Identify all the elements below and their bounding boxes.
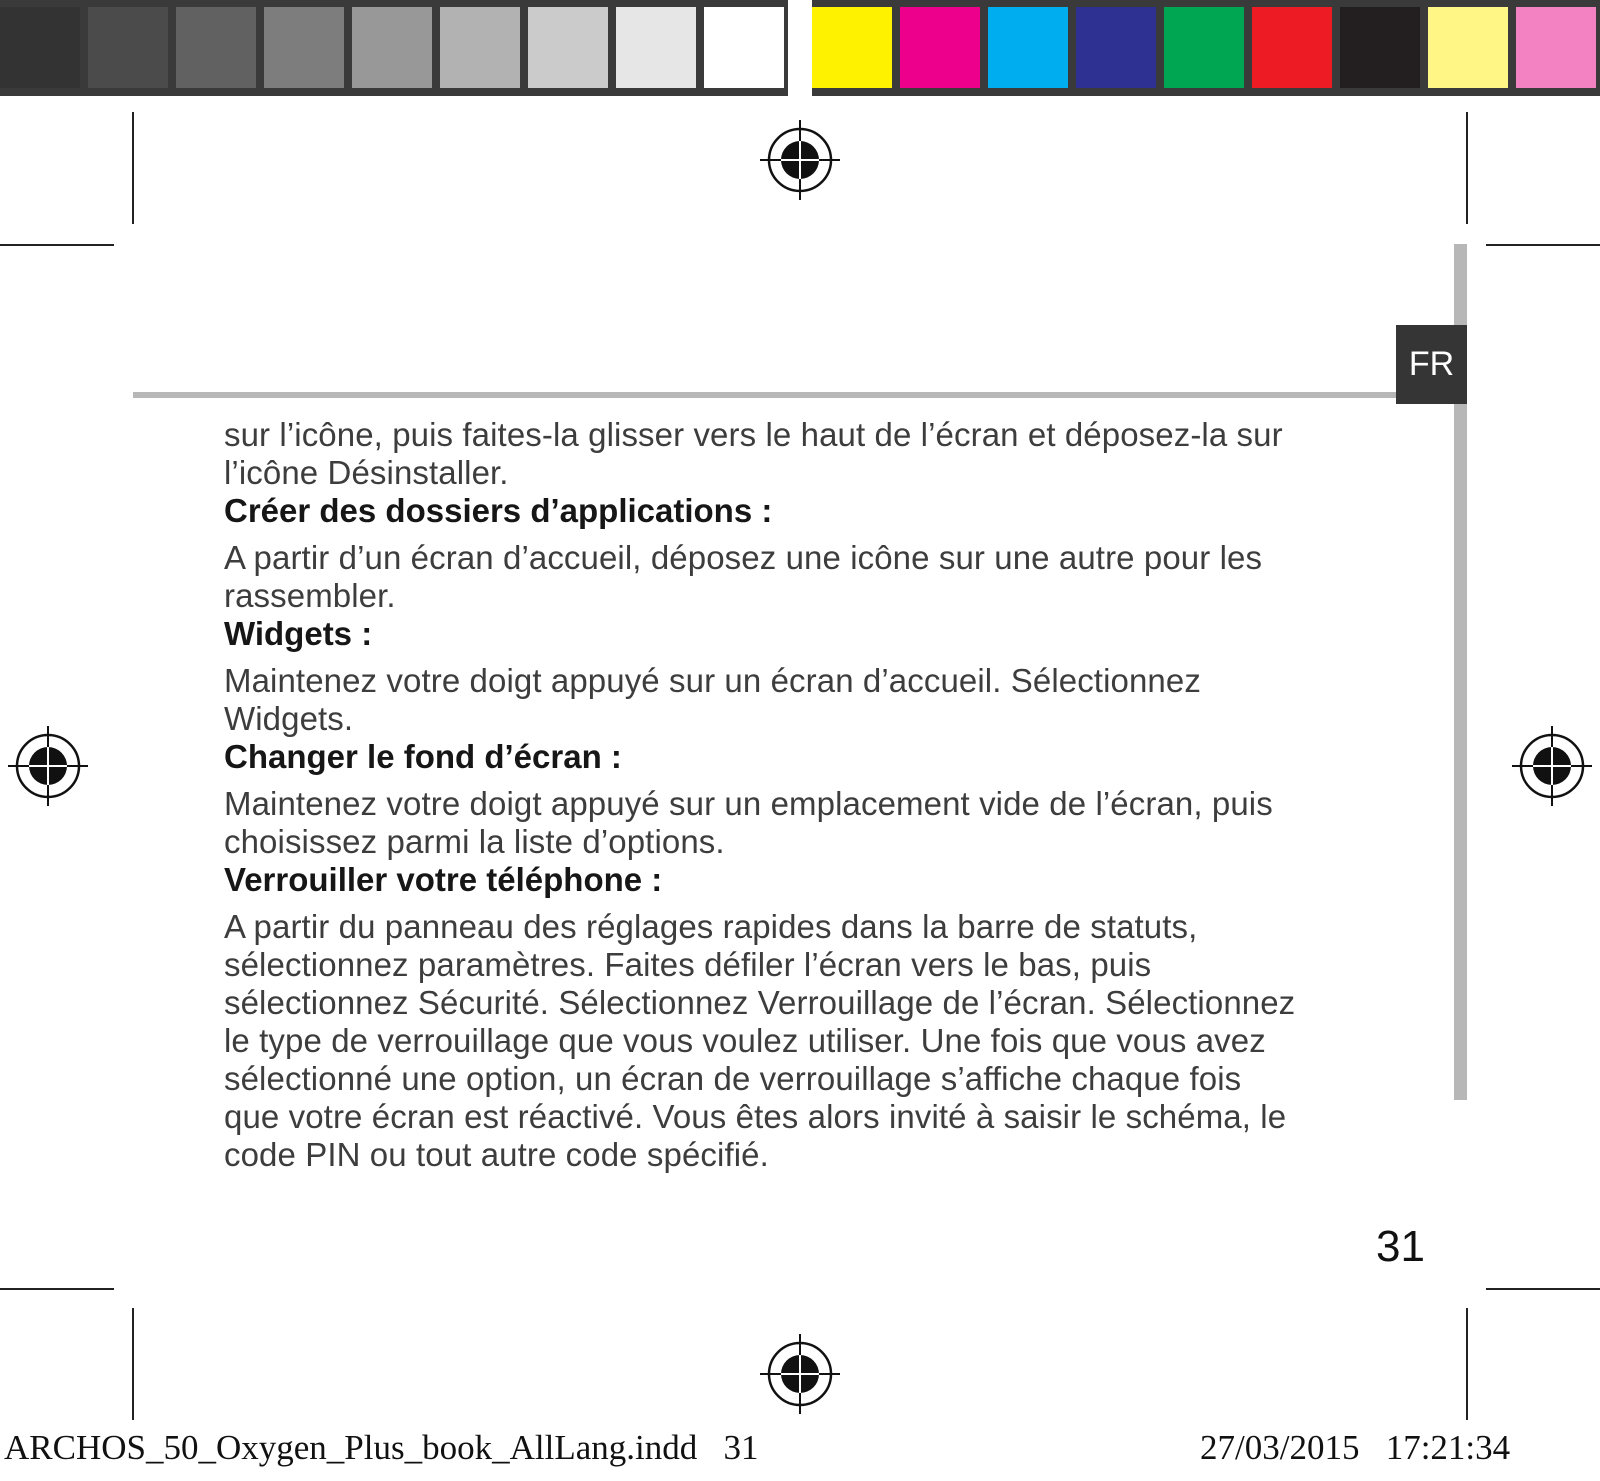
crop-mark-top-right-horizontal: [1486, 244, 1600, 246]
color-swatch: [900, 7, 980, 88]
gray-swatch: [264, 7, 344, 88]
body-line: sélectionné une option, un écran de verrouillage s’affiche chaque fois: [224, 1060, 1242, 1097]
gray-swatch: [704, 7, 784, 88]
body-line: Maintenez votre doigt appuyé sur un écran d’accueil. Sélectionnez: [224, 662, 1201, 699]
header-rule: [133, 392, 1397, 398]
language-tab: FR: [1396, 325, 1467, 404]
body-line: Widgets.: [224, 700, 354, 737]
gray-swatch: [176, 7, 256, 88]
body-line: code PIN ou tout autre code spécifié.: [224, 1136, 769, 1173]
color-swatch: [988, 7, 1068, 88]
section-body-wallpaper: [224, 785, 1404, 861]
body-line: que votre écran est réactivé. Vous êtes alors invité à saisir le schéma, le: [224, 1098, 1287, 1135]
registration-mark-icon: [8, 726, 88, 806]
gray-swatch: [352, 7, 432, 88]
registration-mark-icon: [760, 1334, 840, 1414]
body-line: choisissez parmi la liste d’options.: [224, 823, 725, 860]
section-body-folders: [224, 539, 1404, 615]
section-heading-lock: Verrouiller votre téléphone :: [224, 861, 663, 898]
color-swatch: [1076, 7, 1156, 88]
gray-swatch: [88, 7, 168, 88]
color-swatch: [1516, 7, 1596, 88]
color-swatch: [1428, 7, 1508, 88]
slug-datetime: 27/03/2015 17:21:34: [1200, 1428, 1511, 1467]
body-line: le type de verrouillage que vous voulez utiliser. Une fois que vous avez: [224, 1022, 1266, 1059]
page-content: [224, 416, 1404, 1174]
gray-swatch: [616, 7, 696, 88]
section-heading-widgets: Widgets :: [224, 615, 373, 652]
crop-mark-top-left-vertical: [132, 112, 134, 224]
section-heading-folders: Créer des dossiers d’applications :: [224, 492, 773, 529]
section-body-lock: [224, 908, 1404, 1174]
section-body-widgets: [224, 662, 1404, 738]
color-swatch: [1340, 7, 1420, 88]
body-line: rassembler.: [224, 577, 396, 614]
crop-mark-bottom-right-horizontal: [1486, 1288, 1600, 1290]
crop-mark-bottom-left-horizontal: [0, 1288, 114, 1290]
crop-mark-bottom-right-vertical: [1466, 1308, 1468, 1420]
body-line: sélectionnez Sécurité. Sélectionnez Verrouillage de l’écran. Sélectionnez: [224, 984, 1296, 1021]
crop-mark-top-left-horizontal: [0, 244, 114, 246]
body-line: Maintenez votre doigt appuyé sur un emplacement vide de l’écran, puis: [224, 785, 1273, 822]
intro-line: sur l’icône, puis faites-la glisser vers le haut de l’écran et déposez-la sur: [224, 416, 1283, 453]
page-number: 31: [1376, 1222, 1425, 1271]
slug-filename: ARCHOS_50_Oxygen_Plus_book_AllLang.indd 31: [4, 1428, 759, 1467]
gray-swatch: [528, 7, 608, 88]
color-swatch: [1252, 7, 1332, 88]
intro-paragraph: [224, 416, 1404, 492]
color-swatch: [812, 7, 892, 88]
registration-mark-icon: [1512, 726, 1592, 806]
gray-swatch: [0, 7, 80, 88]
crop-mark-top-right-vertical: [1466, 112, 1468, 224]
section-heading-wallpaper: Changer le fond d’écran :: [224, 738, 622, 775]
crop-mark-bottom-left-vertical: [132, 1308, 134, 1420]
body-line: A partir du panneau des réglages rapides dans la barre de statuts,: [224, 908, 1198, 945]
gray-swatch: [440, 7, 520, 88]
body-line: A partir d’un écran d’accueil, déposez une icône sur une autre pour les: [224, 539, 1263, 576]
body-line: sélectionnez paramètres. Faites défiler l’écran vers le bas, puis: [224, 946, 1152, 983]
color-swatch: [1164, 7, 1244, 88]
registration-mark-icon: [760, 120, 840, 200]
color-swatch-bar: [812, 0, 1600, 96]
gray-swatch-bar: [0, 0, 788, 96]
intro-line: l’icône Désinstaller.: [224, 454, 509, 491]
